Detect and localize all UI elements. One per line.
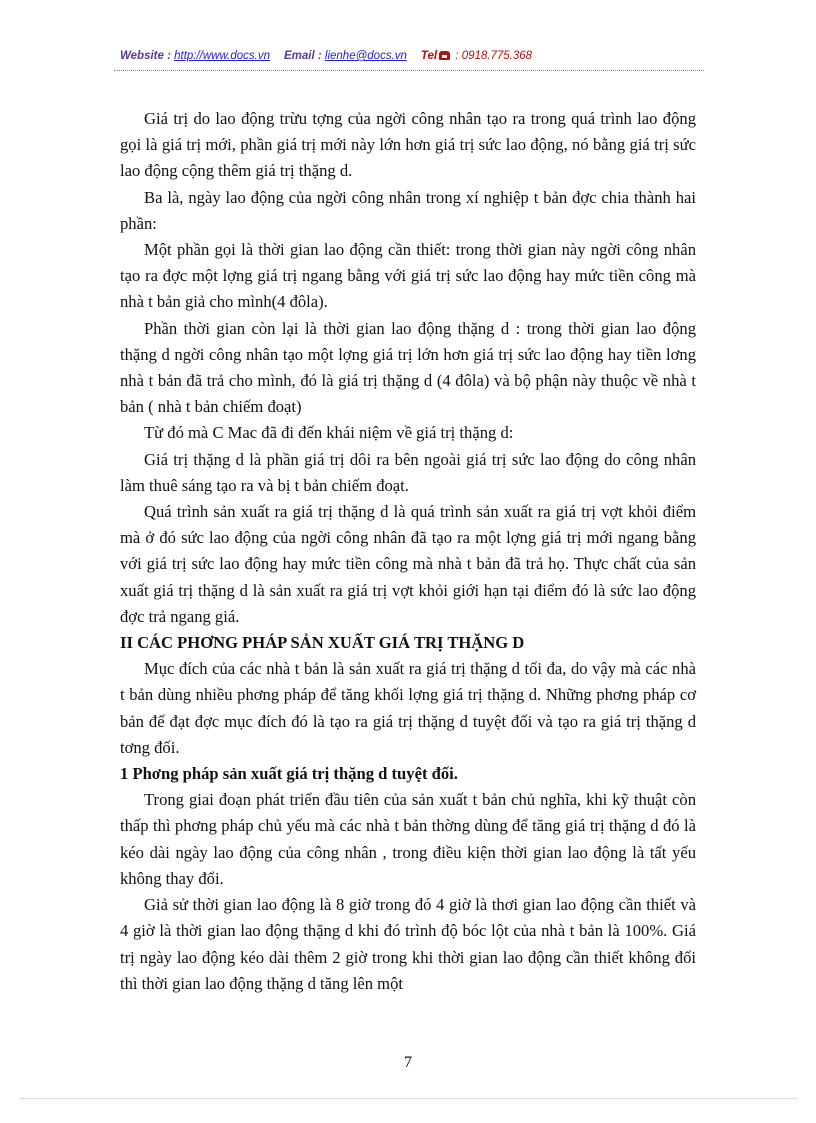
paragraph: Một phần gọi là thời gian lao động cần thiết: trong thời gian này ngời công nhân tạo ra đợc một lợng giá trị ngang bằng với giá trị sức lao động hay mức tiền công mà nhà t bản giả cho mình(4 đôla). <box>120 240 696 312</box>
page-bottom-divider <box>20 1098 796 1099</box>
website-label: Website : <box>120 50 175 62</box>
paragraph: Ba là, ngày lao động của ngời công nhân trong xí nghiệp t bản đợc chia thành hai phần: <box>120 187 696 233</box>
email-colon: : <box>314 50 325 62</box>
website-link[interactable]: http://www.docs.vn <box>174 50 270 62</box>
paragraph: Quá trình sản xuất ra giá trị thặng d là quá trình sản xuất ra giá trị vợt khỏi điểm mà ở đó sức lao động của ngời công nhân đã tạo ra một lợng giá trị mới ngang bằng với giá trị sức lao động hay mức tiền công mà nhà t bản đã trả họ. Thực chất của sản xuất giá trị thặng d là sản xuất ra giá trị vợt khỏi giới hạn tại điểm đó là sức lao động đợc trả ngang giá. <box>120 502 696 626</box>
paragraph: Giá trị do lao động trừu tợng của ngời công nhân tạo ra trong quá trình lao động gọi là giá trị mới, phần giá trị mới này lớn hơn giá trị sức lao động, nó bằng giá trị sức lao động cộng thêm giá trị thặng d. <box>120 109 696 181</box>
page-header <box>120 50 532 62</box>
subsection-heading: 1 Phơng pháp sản xuất giá trị thặng d tuyệt đối. <box>120 764 458 784</box>
paragraph: Giả sử thời gian lao động là 8 giờ trong đó 4 giờ là thơi gian lao động cần thiết và 4 giờ là thời gian lao động thặng d khi đó trình độ bóc lột của nhà t bản là 100%. Giá trị ngày lao động kéo dài thêm 2 giờ trong khi thời gian lao động cần thiết không đổi thì thời gian lao động thặng d tăng lên một <box>120 895 696 993</box>
tel-label: Tel <box>420 50 438 62</box>
phone-icon <box>439 51 450 60</box>
document-body <box>120 106 696 997</box>
tel-number: : 0918.775.368 <box>452 50 533 62</box>
paragraph: Mục đích của các nhà t bản là sản xuất ra giá trị thặng d tối đa, do vậy mà các nhà t bản dùng nhiều phơng pháp để tăng khối lợng giá trị thặng d. Những phơng pháp cơ bản để đạt đợc mục đích đó là tạo ra giá trị thặng d tuyệt đối và tạo ra giá trị thặng d tơng đối. <box>120 659 696 757</box>
section-heading: II CÁC PHƠNG PHÁP SẢN XUẤT GIÁ TRỊ THẶNG D <box>120 633 525 653</box>
paragraph: Phần thời gian còn lại là thời gian lao động thặng d : trong thời gian lao động thặng d ngời công nhân tạo một lợng giá trị lớn hơn giá trị sức lao động hay tiền lơng nhà t bản đã trả cho mình, đó là giá trị thặng d (4 đôla) và bộ phận này thuộc về nhà t bản ( nhà t bản chiếm đoạt) <box>120 318 696 417</box>
paragraph: Trong giai đoạn phát triển đầu tiên của sản xuất t bản chủ nghĩa, khi kỹ thuật còn thấp thì phơng pháp chủ yếu mà các nhà t bản thờng dùng để tăng giá trị thặng d đó là kéo dài ngày lao động của công nhân , trong điều kiện thời gian lao động là tất yếu không thay đổi. <box>120 790 696 888</box>
header-divider <box>114 70 704 71</box>
email-link[interactable]: lienhe@docs.vn <box>324 50 407 62</box>
page-number: 7 <box>404 1054 412 1071</box>
paragraph: Từ đó mà C Mac đã đi đến khái niệm về giá trị thặng d: <box>144 423 514 443</box>
email-label: Email <box>283 50 315 62</box>
paragraph: Giá trị thặng d là phần giá trị dôi ra bên ngoài giá trị sức lao động do công nhân làm thuê sáng tạo ra và bị t bản chiếm đoạt. <box>120 449 696 495</box>
